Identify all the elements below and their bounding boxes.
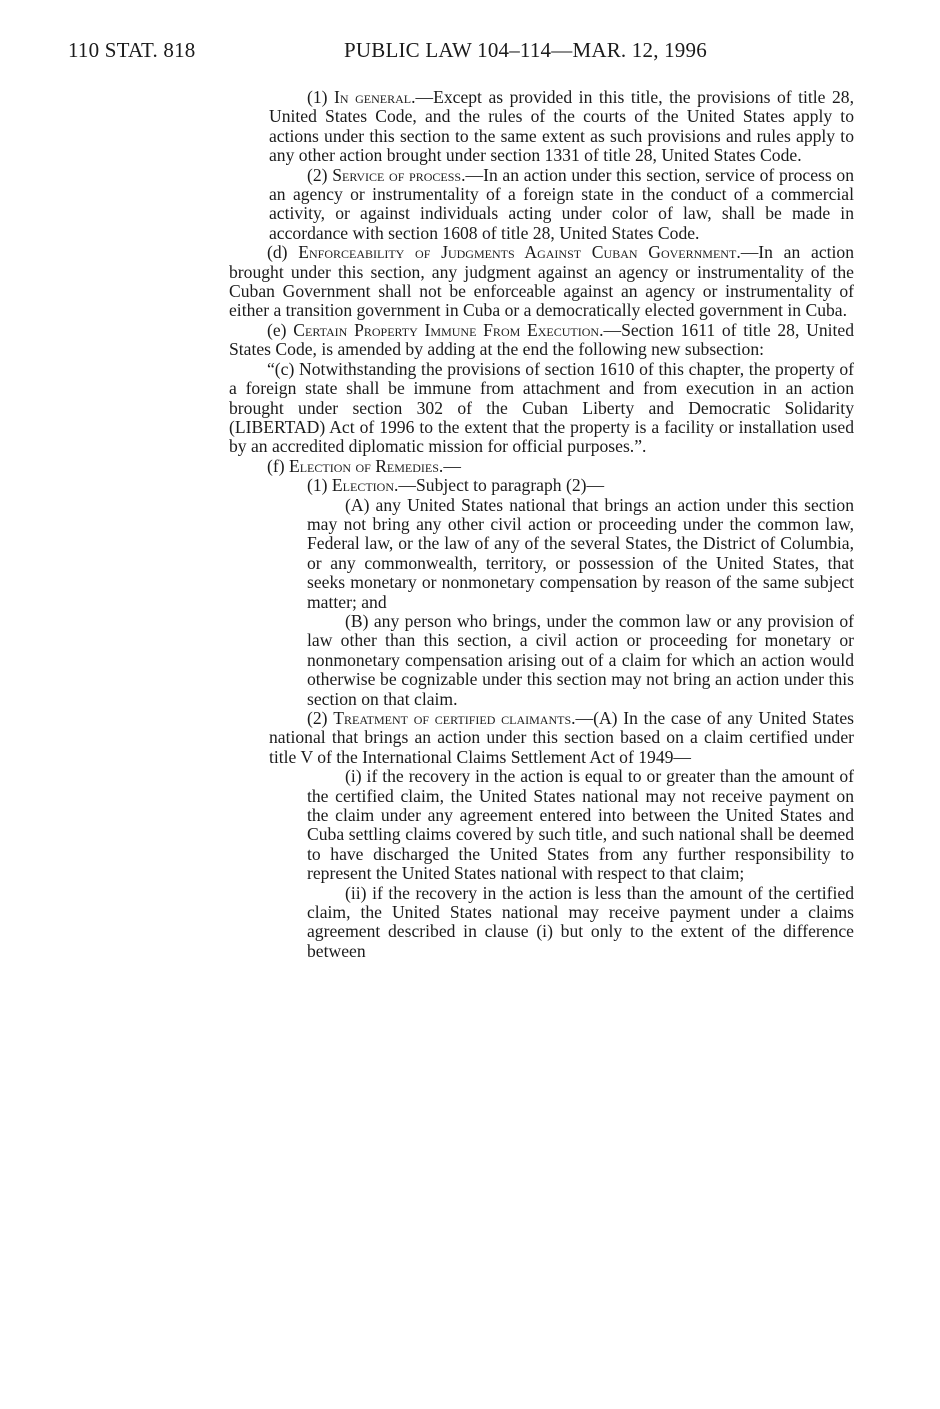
paragraph-f1A: (A) any United States national that brings an action under this section may not bring any other civil action or proceeding under the common law, Federal law, or the law of any of the several States, the District of Columbia, or any commonwealth, territory, or possession of the United States, that seeks monetary or nonmonetary compensation by reason of the same subject matter; and (307, 494, 854, 612)
document-body (229, 88, 854, 961)
paragraph-c1: (1) In general.—Except as provided in this title, the provisions of title 28, United States Code, and the rules of the courts of the United States apply to actions under this section to the same extent as such provisions and rules apply to any other action brought under section 1331 of title 28, United States Code. (269, 87, 855, 166)
paragraph-c2: (2) Service of process.—In an action under this section, service of process on an agency or instrumentality of a foreign state in the conduct of a commercial activity, or against individuals acting under color of law, shall be made in accordance with section 1608 of title 28, United States Code. (269, 164, 854, 243)
page-header (0, 38, 940, 68)
paragraph-f1: (1) Election.—Subject to paragraph (2)— (307, 475, 605, 496)
paragraph-f1B: (B) any person who brings, under the common law or any provision of law other than this section, a civil action or proceeding for monetary or nonmonetary compensation arising out of a claim for which an action would otherwise be cognizable under this section may not bring an action under this section on that claim. (307, 610, 854, 709)
running-head: PUBLIC LAW 104–114—MAR. 12, 1996 (344, 38, 707, 62)
paragraph-f: (f) Election of Remedies.— (267, 455, 461, 476)
paragraph-e: (e) Certain Property Immune From Execution.—Section 1611 of title 28, United States Code, is amended by adding at the end the following new subsection: (229, 319, 854, 360)
paragraph-f2ii: (ii) if the recovery in the action is less than the amount of the certified claim, the United States national may receive payment under a claims agreement described in clause (i) but only to the extent of the difference between (307, 882, 854, 961)
paragraph-f2i: (i) if the recovery in the action is equal to or greater than the amount of the certified claim, the United States national may not receive payment on the claim under any agreement entered into between the United States and Cuba settling claims covered by such title, and such national shall be deemed to have discharged the United States from any further responsibility to represent the United States national with respect to that claim; (307, 766, 854, 884)
paragraph-d: (d) Enforceability of Judgments Against Cuban Government.—In an action brought under this section, any judgment against an agency or instrumentality of the Cuban Government shall not be enforceable against an agency or instrumentality of either a transition government in Cuba or a democratically elected government in Cuba. (229, 242, 854, 321)
statute-page-number: 110 STAT. 818 (68, 38, 196, 62)
paragraph-e-quote: “(c) Notwithstanding the provisions of section 1610 of this chapter, the property of a foreign state shall be immune from attachment and from execution in an action brought under section 302 of the Cuban Liberty and Democratic Solidarity (LIBERTAD) Act of 1996 to the extent that the property is a facility or installation used by an accredited diplomatic mission for official purposes.”. (229, 358, 854, 457)
paragraph-f2: (2) Treatment of certified claimants.—(A) In the case of any United States national that brings an action under this section based on a claim certified under title V of the International Claims Settlement Act of 1949— (269, 708, 854, 767)
